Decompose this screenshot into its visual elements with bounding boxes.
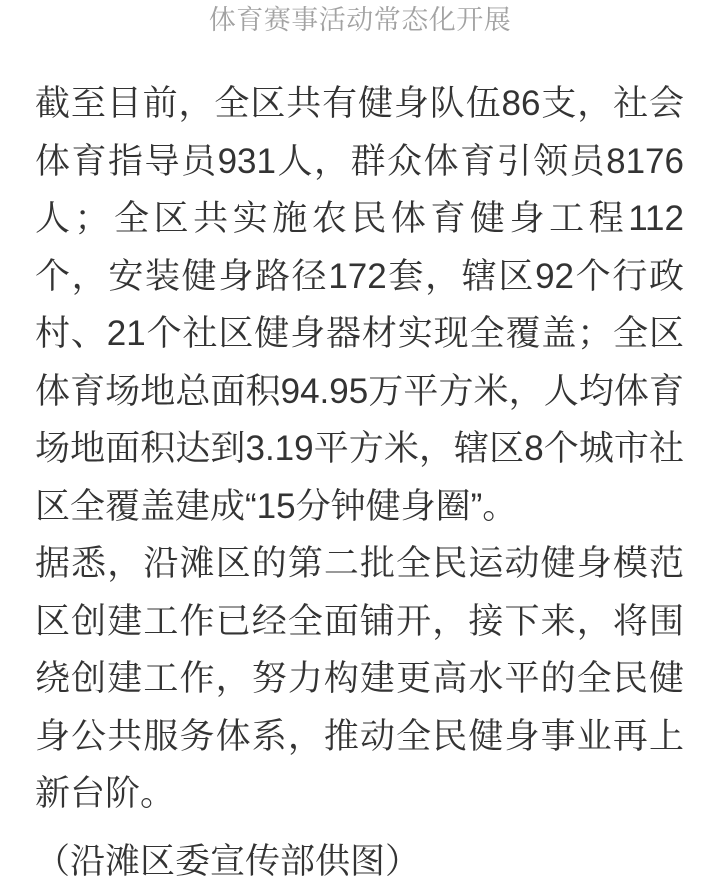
paragraph-statistics: 截至目前，全区共有健身队伍86支，社会体育指导员931人，群众体育引领员8176人；全区共实施农民体育健身工程112个，安装健身路径172套，辖区92个行政村、21个社区健身器材实现全覆盖；全区体育场地总面积94.95万平方米，人均体育场地面积达到3.19平方米，辖区8个城市社区全覆盖建成“15分钟健身圈”。 [35,75,684,535]
paragraph-outlook: 据悉，沿滩区的第二批全民运动健身模范区创建工作已经全面铺开，接下来，将围绕创建工作，努力构建更高水平的全民健身公共服务体系，推动全民健身事业再上新台阶。 [35,535,684,823]
image-caption: 体育赛事活动常态化开展 [0,0,720,37]
article-body [0,37,720,890]
photo-credit: （沿滩区委宣传部供图） [35,833,684,890]
